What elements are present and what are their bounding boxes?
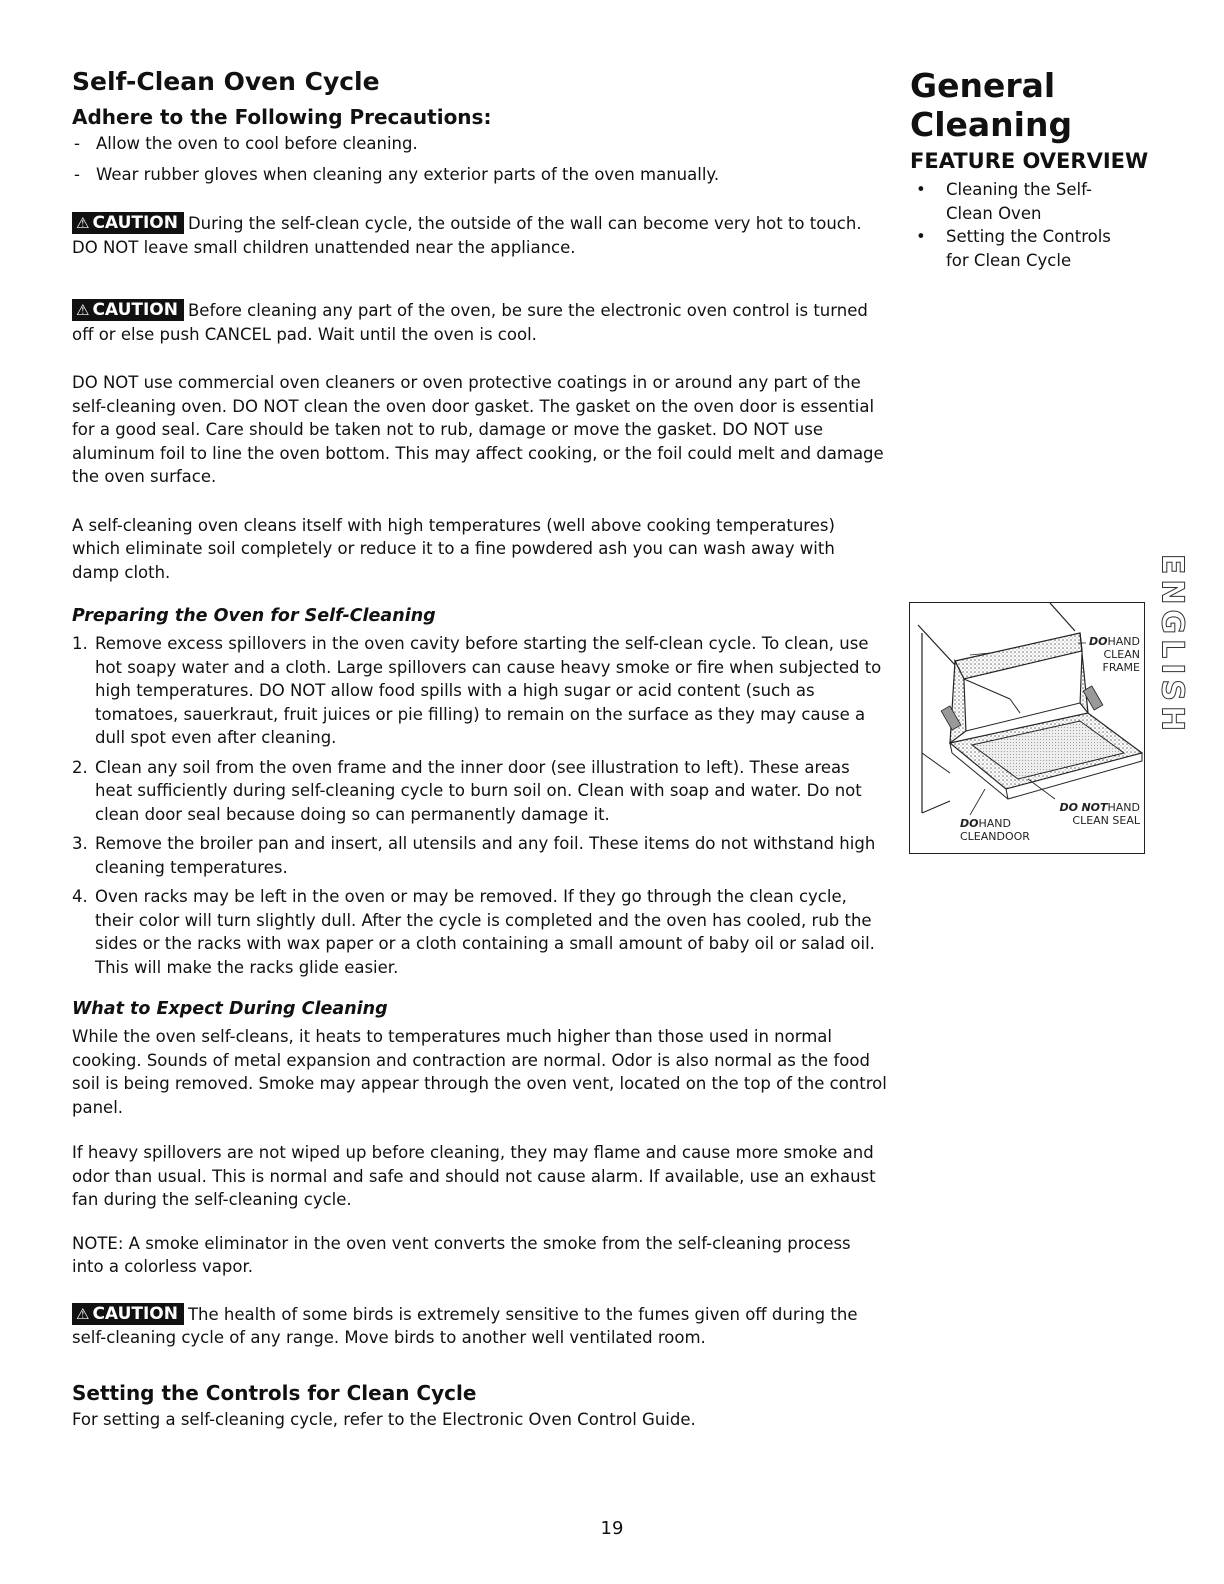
label-do-hand-clean-frame: DOHAND CLEAN FRAME: [1089, 635, 1140, 674]
page-number: 19: [600, 1518, 624, 1539]
sidebar-title-line1: General: [910, 66, 1056, 105]
precautions-heading: Adhere to the Following Precautions:: [72, 105, 492, 129]
caution-paragraph-1: [72, 212, 887, 259]
feature-list: [910, 178, 1150, 272]
caution-badge: ⚠ CAUTION: [72, 299, 184, 321]
list-item: 4. Oven racks may be left in the oven or may be removed. If they go through the clean cycle, their color will turn slightly dull. After the cycle is completed and the oven has cooled, rub the sides or the racks with wax paper or a cloth containing a small amount of baby oil or salad oil. This will make the racks glide easier.: [72, 887, 875, 977]
section-title: Self-Clean Oven Cycle: [72, 67, 380, 96]
caution-badge: ⚠ CAUTION: [72, 1303, 184, 1325]
list-item: - Wear rubber gloves when cleaning any exterior parts of the oven manually.: [72, 163, 887, 187]
controls-paragraph: For setting a self-cleaning cycle, refer to the Electronic Oven Control Guide.: [72, 1409, 696, 1429]
warning-icon: ⚠: [76, 214, 90, 232]
self-clean-paragraph: A self-cleaning oven cleans itself with high temperatures (well above cooking temperatures) which eliminate soil completely or reduce it to a fine powdered ash you can wash away with damp cloth.: [72, 515, 835, 582]
warning-icon: ⚠: [76, 1304, 90, 1323]
controls-heading: Setting the Controls for Clean Cycle: [72, 1380, 477, 1405]
gasket-paragraph: DO NOT use commercial oven cleaners or oven protective coatings in or around any part of the self-cleaning oven. DO NOT clean the oven door gasket. The gasket on the oven door is essential for a good seal. Care should be taken not to rub, damage or move the gasket. DO NOT use aluminum foil to line the oven bottom. This may affect cooking, or the foil could melt and damage the oven surface.: [72, 373, 884, 486]
oven-illustration: [909, 602, 1145, 854]
main-column: [72, 66, 887, 1431]
warning-icon: ⚠: [76, 301, 90, 319]
note-paragraph: NOTE: A smoke eliminator in the oven vent converts the smoke from the self-cleaning process into a colorless vapor.: [72, 1233, 851, 1276]
caution-paragraph-2: [72, 299, 887, 346]
precautions-list: [72, 132, 887, 186]
feature-overview-heading: FEATURE OVERVIEW: [910, 149, 1149, 173]
list-item: - Allow the oven to cool before cleaning.: [72, 132, 887, 156]
spillover-paragraph: If heavy spillovers are not wiped up before cleaning, they may flame and cause more smoke and odor than usual. This is normal and safe and should not cause alarm. If available, use an exhaust fan during the self-cleaning cycle.: [72, 1143, 876, 1209]
caution-badge: ⚠ CAUTION: [72, 212, 184, 234]
note-label: NOTE:: [72, 1233, 124, 1253]
caution-text: Before cleaning any part of the oven, be sure the electronic oven control is turned off or else push CANCEL pad. Wait until the oven is cool.: [72, 301, 868, 344]
list-item: • Setting the Controls for Clean Cycle: [910, 225, 1126, 272]
language-tab: ENGLISH: [1154, 553, 1190, 737]
steps-list: [72, 632, 887, 979]
caution-text: During the self-clean cycle, the outside of the wall can become very hot to touch. DO NOT leave small children unattended near the appliance.: [72, 214, 862, 257]
list-item: • Cleaning the Self-Clean Oven: [910, 178, 1126, 225]
expect-heading: What to Expect During Cleaning: [72, 999, 388, 1019]
list-item: 2. Clean any soil from the oven frame and the inner door (see illustration to left). These areas heat sufficiently during self-cleaning cycle to burn soil on. Clean with soap and water. Do not clean door seal because doing so can permanently damage it.: [72, 757, 862, 824]
label-do-hand-clean-door: DOHAND CLEANDOOR: [960, 817, 1030, 843]
caution-text: The health of some birds is extremely sensitive to the fumes given off during the self-cleaning cycle of any range. Move birds to another well ventilated room.: [72, 1304, 858, 1347]
list-item: 1. Remove excess spillovers in the oven cavity before starting the self-clean cycle. To clean, use hot soapy water and a cloth. Large spillovers can cause heavy smoke or fire when subjected to high temperatures. DO NOT allow food spills with a high sugar or acid content (such as tomatoes, sauerkraut, fruit juices or pie filling) to remain on the surface as they may cause a dull spot even after cleaning.: [72, 634, 882, 747]
caution-paragraph-3: [72, 1303, 887, 1350]
preparing-heading: Preparing the Oven for Self-Cleaning: [72, 606, 436, 626]
sidebar-title-line2: Cleaning: [910, 105, 1073, 144]
list-item: 3. Remove the broiler pan and insert, all utensils and any foil. These items do not withstand high cleaning temperatures.: [72, 834, 876, 877]
label-do-not-hand-clean-seal: DO NOTHAND CLEAN SEAL: [1059, 801, 1140, 827]
expect-paragraph: While the oven self-cleans, it heats to temperatures much higher than those used in normal cooking. Sounds of metal expansion and contraction are normal. Odor is also normal as the food soil is being removed. Smoke may appear through the oven vent, located on the top of the control panel.: [72, 1027, 887, 1117]
sidebar: [910, 66, 1150, 272]
